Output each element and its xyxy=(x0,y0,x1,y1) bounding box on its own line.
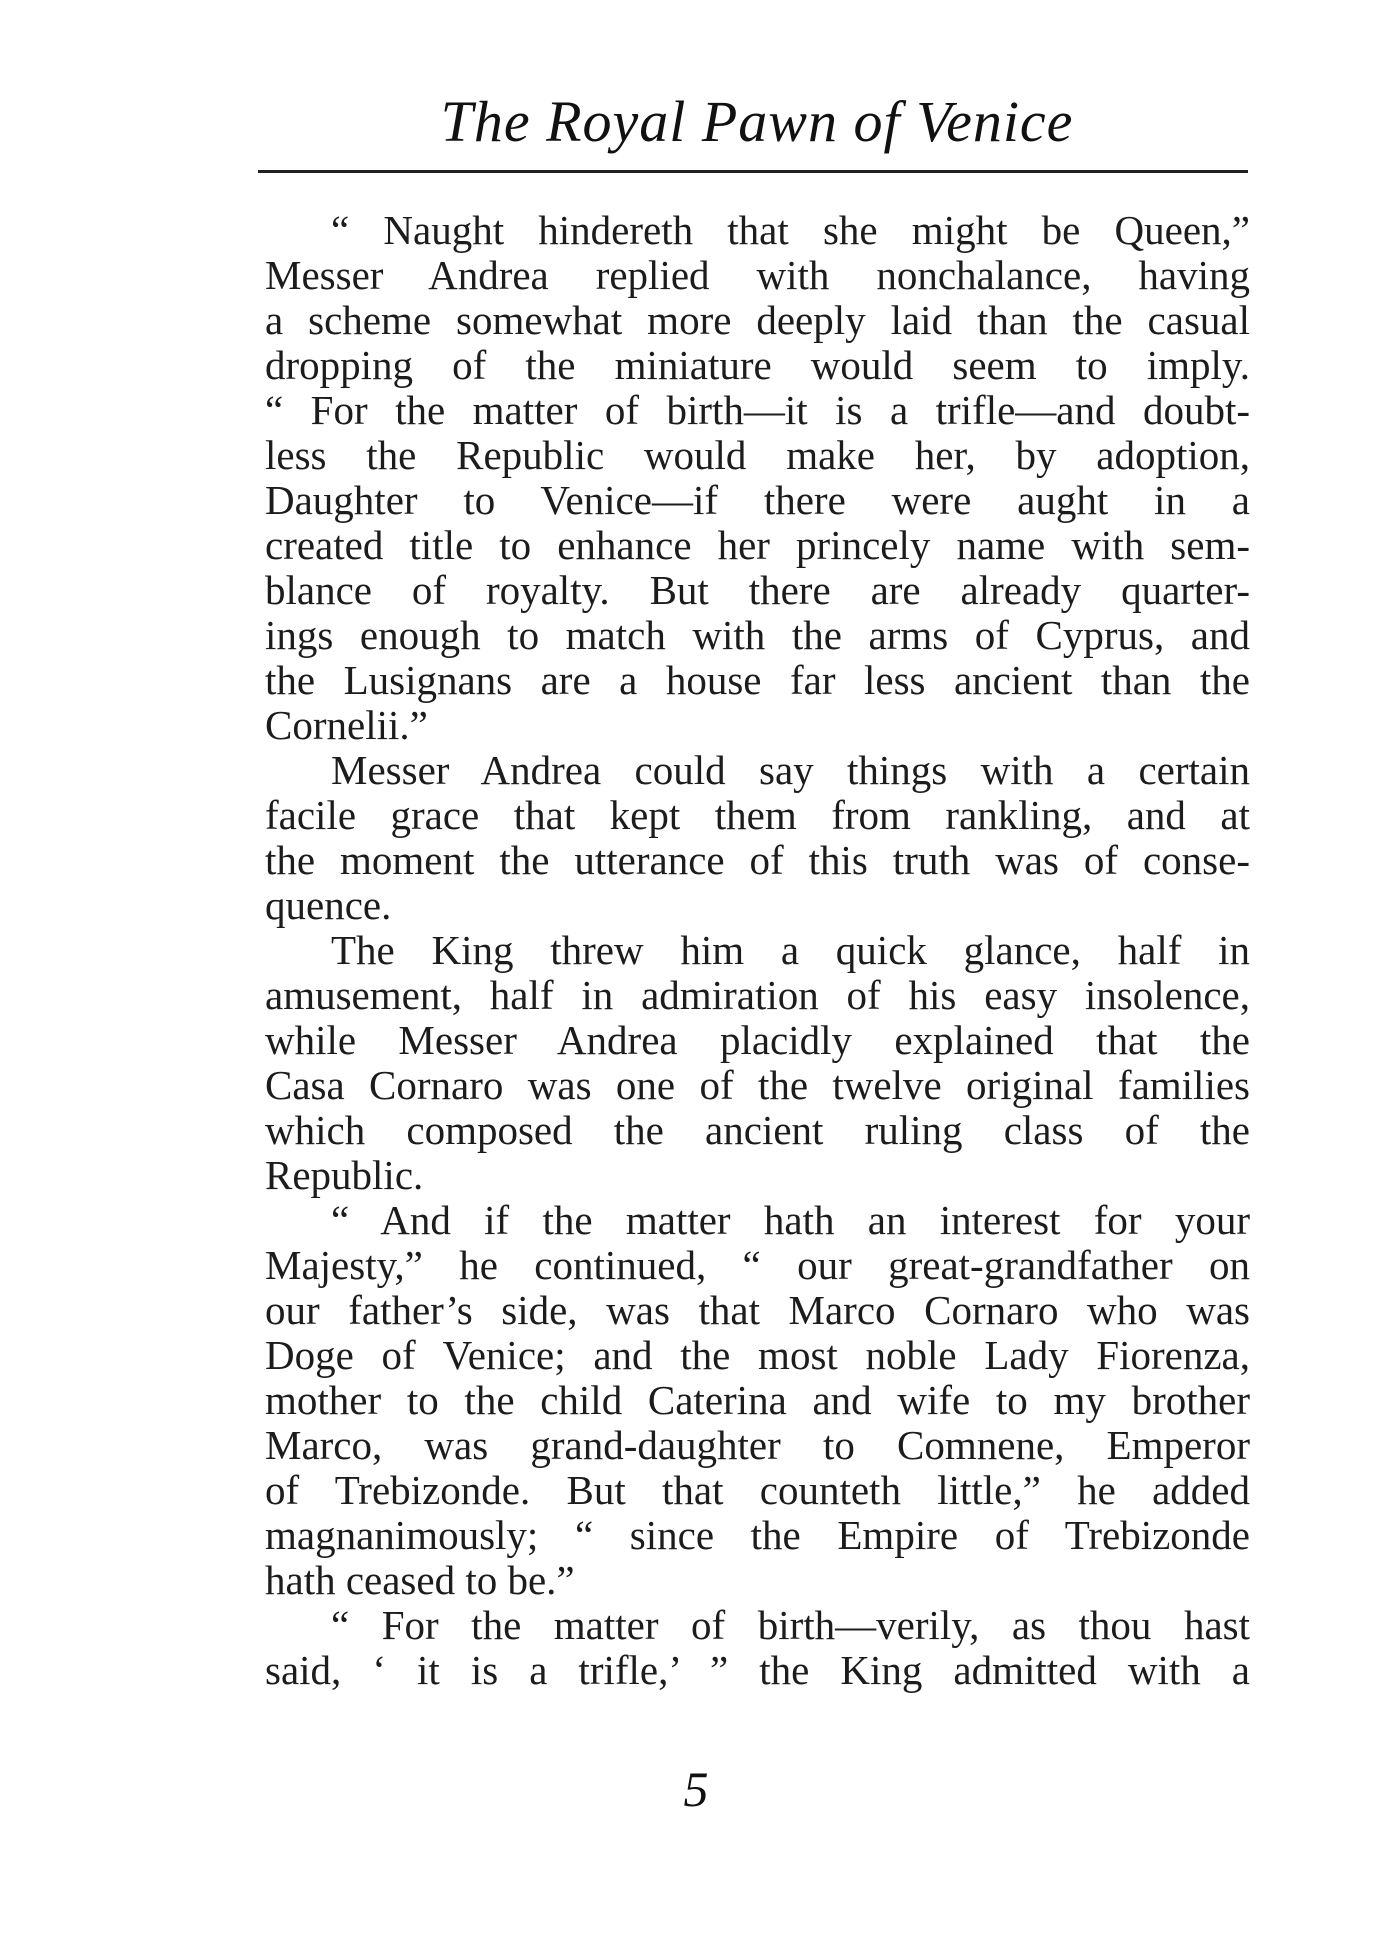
text-line: the Lusignans are a house far less ancient than the xyxy=(265,657,1250,703)
text-line: said, ‘ it is a trifle,’ ” the King admitted with a xyxy=(265,1647,1250,1693)
text-line: created title to enhance her princely name with sem- xyxy=(265,522,1250,568)
text-line: “ For the matter of birth—it is a trifle—and doubt- xyxy=(265,387,1250,433)
paragraph xyxy=(265,748,1250,928)
text-line: The King threw him a quick glance, half in xyxy=(331,927,1250,973)
text-line: our father’s side, was that Marco Cornaro who was xyxy=(265,1287,1250,1333)
text-line: mother to the child Caterina and wife to my brother xyxy=(265,1377,1250,1423)
text-line: facile grace that kept them from rankling, and at xyxy=(265,792,1250,838)
text-line: ings enough to match with the arms of Cyprus, and xyxy=(265,612,1250,658)
text-line: dropping of the miniature would seem to imply. xyxy=(265,342,1250,388)
text-line: “ Naught hindereth that she might be Queen,” xyxy=(331,207,1250,253)
paragraph xyxy=(265,1198,1250,1603)
text-line: quence. xyxy=(265,882,392,928)
text-line: the moment the utterance of this truth was of conse- xyxy=(265,837,1250,883)
page-number: 5 xyxy=(683,1761,709,1817)
text-line: blance of royalty. But there are already quarter- xyxy=(265,567,1250,613)
text-line: Daughter to Venice—if there were aught in a xyxy=(265,477,1250,523)
text-line: which composed the ancient ruling class of the xyxy=(265,1107,1250,1153)
paragraph xyxy=(265,208,1250,748)
text-line: Messer Andrea could say things with a certain xyxy=(331,747,1250,793)
text-line: Casa Cornaro was one of the twelve original families xyxy=(265,1062,1250,1108)
text-line: amusement, half in admiration of his easy insolence, xyxy=(265,972,1250,1018)
text-line: “ For the matter of birth—verily, as thou hast xyxy=(331,1602,1250,1648)
text-line: Messer Andrea replied with nonchalance, having xyxy=(265,252,1250,298)
text-line: Majesty,” he continued, “ our great-grandfather on xyxy=(265,1242,1250,1288)
page-body xyxy=(265,208,1250,1693)
text-line: Cornelii.” xyxy=(265,702,428,748)
text-line: less the Republic would make her, by adoption, xyxy=(265,432,1250,478)
text-line: of Trebizonde. But that counteth little,” he added xyxy=(265,1467,1250,1513)
running-head: The Royal Pawn of Venice xyxy=(440,89,1074,154)
text-line: magnanimously; “ since the Empire of Trebizonde xyxy=(265,1512,1250,1558)
paragraph xyxy=(265,1603,1250,1693)
paragraph xyxy=(265,928,1250,1198)
text-line: “ And if the matter hath an interest for your xyxy=(331,1197,1250,1243)
text-line: Marco, was grand-daughter to Comnene, Emperor xyxy=(265,1422,1250,1468)
text-line: Doge of Venice; and the most noble Lady Fiorenza, xyxy=(265,1332,1250,1378)
text-line: hath ceased to be.” xyxy=(265,1557,575,1603)
header-rule xyxy=(258,170,1248,173)
text-line: Republic. xyxy=(265,1152,424,1198)
text-line: a scheme somewhat more deeply laid than the casual xyxy=(265,297,1250,343)
text-line: while Messer Andrea placidly explained that the xyxy=(265,1017,1250,1063)
